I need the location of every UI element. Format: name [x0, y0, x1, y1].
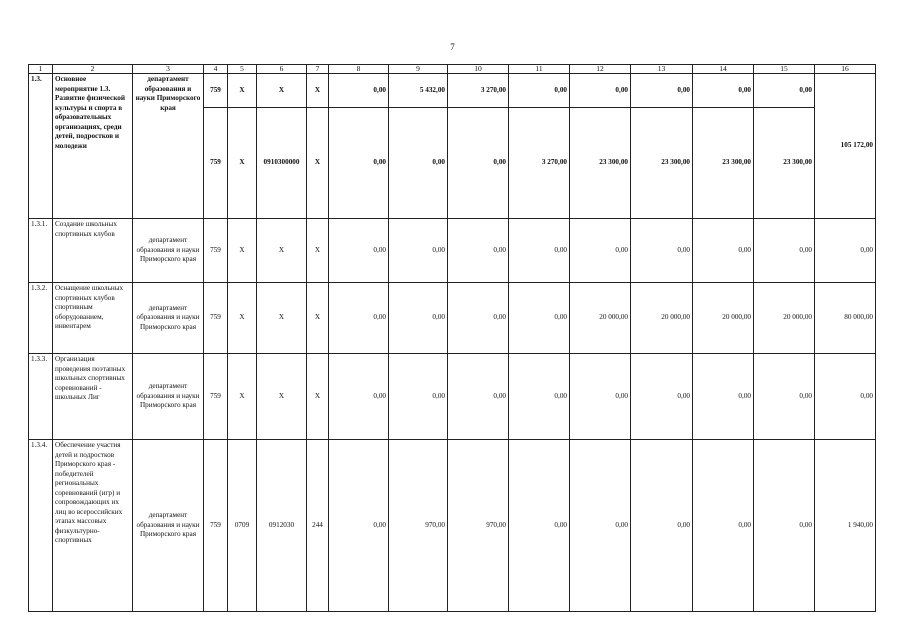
table-row — [29, 354, 876, 440]
event-name: Организация проведения поэтапных школьных спортивных соревнований - школьных Лиг — [53, 354, 133, 440]
cell-amount: 3 270,00 — [448, 74, 509, 108]
column-number: 11 — [509, 65, 570, 74]
responsible-body: департамент образования и науки Приморского края — [133, 219, 204, 283]
event-name: Создание школьных спортивных клубов — [53, 219, 133, 283]
cell-amount: 0,00 — [509, 440, 570, 612]
column-number: 4 — [204, 65, 228, 74]
cell-amount: 0,00 — [329, 108, 389, 219]
cell-csr: 0912030 — [257, 440, 307, 612]
cell-amount: 20 000,00 — [693, 283, 754, 354]
cell-csr: 0910300000 — [257, 108, 307, 219]
cell-amount: 0,00 — [329, 219, 389, 283]
cell-csr: Х — [257, 354, 307, 440]
column-number: 10 — [448, 65, 509, 74]
cell-amount: 0,00 — [570, 354, 631, 440]
cell-amount: 0,00 — [509, 283, 570, 354]
cell-csr: Х — [257, 219, 307, 283]
cell-amount: 970,00 — [389, 440, 448, 612]
cell-amount: 0,00 — [509, 74, 570, 108]
table-row — [29, 283, 876, 354]
cell-amount: 0,00 — [509, 354, 570, 440]
cell-amount: 0,00 — [570, 74, 631, 108]
cell-amount: 0,00 — [570, 219, 631, 283]
column-number: 1 — [29, 65, 53, 74]
cell-amount: 0,00 — [631, 354, 693, 440]
table-row — [29, 440, 876, 612]
column-number: 12 — [570, 65, 631, 74]
cell-amount: 0,00 — [509, 219, 570, 283]
column-number: 13 — [631, 65, 693, 74]
cell-amount: 0,00 — [754, 354, 815, 440]
cell-vr: Х — [307, 354, 329, 440]
cell-grbs: 759 — [204, 219, 228, 283]
cell-amount: 0,00 — [329, 74, 389, 108]
responsible-body: департамент образования и науки Приморского края — [133, 283, 204, 354]
cell-total: 80 000,00 — [815, 283, 876, 354]
row-number: 1.3.3. — [29, 354, 53, 440]
table-row — [29, 219, 876, 283]
cell-amount: 0,00 — [448, 354, 509, 440]
event-name: Обеспечение участия детей и подростков Приморского края - победителей региональных соревнований (игр) и сопровождающих их лиц во всероссийских этапах массовых физкультурно-спортивных — [53, 440, 133, 612]
cell-vr: Х — [307, 283, 329, 354]
cell-amount: 0,00 — [693, 74, 754, 108]
cell-total: 1 940,00 — [815, 440, 876, 612]
cell-amount: 0,00 — [631, 219, 693, 283]
cell-total: 105 172,00 — [815, 74, 876, 219]
cell-amount: 0,00 — [329, 354, 389, 440]
cell-amount: 0,00 — [754, 74, 815, 108]
cell-amount: 0,00 — [754, 219, 815, 283]
column-number: 14 — [693, 65, 754, 74]
column-number: 8 — [329, 65, 389, 74]
cell-grbs: 759 — [204, 354, 228, 440]
cell-csr: Х — [257, 74, 307, 108]
event-name: Оснащение школьных спортивных клубов спортивным оборудованием, инвентарем — [53, 283, 133, 354]
column-number-row — [29, 65, 876, 74]
column-number: 7 — [307, 65, 329, 74]
budget-table — [28, 64, 876, 612]
cell-grbs: 759 — [204, 283, 228, 354]
row-number: 1.3. — [29, 74, 53, 219]
cell-amount: 0,00 — [448, 108, 509, 219]
cell-grbs: 759 — [204, 74, 228, 108]
cell-amount: 0,00 — [329, 440, 389, 612]
cell-total: 0,00 — [815, 354, 876, 440]
cell-vr: Х — [307, 74, 329, 108]
cell-amount: 0,00 — [389, 219, 448, 283]
column-number: 6 — [257, 65, 307, 74]
cell-amount: 0,00 — [329, 283, 389, 354]
cell-vr: Х — [307, 108, 329, 219]
column-number: 5 — [228, 65, 257, 74]
column-number: 15 — [754, 65, 815, 74]
cell-vr: Х — [307, 219, 329, 283]
row-number: 1.3.4. — [29, 440, 53, 612]
cell-vr: 244 — [307, 440, 329, 612]
cell-rzpr: 0709 — [228, 440, 257, 612]
cell-grbs: 759 — [204, 108, 228, 219]
responsible-body: департамент образования и науки Приморского края — [133, 74, 204, 219]
cell-amount: 20 000,00 — [570, 283, 631, 354]
cell-amount: 23 300,00 — [754, 108, 815, 219]
cell-rzpr: Х — [228, 74, 257, 108]
cell-amount: 23 300,00 — [693, 108, 754, 219]
cell-amount: 0,00 — [693, 440, 754, 612]
column-number: 2 — [53, 65, 133, 74]
cell-amount: 23 300,00 — [631, 108, 693, 219]
column-number: 3 — [133, 65, 204, 74]
cell-amount: 0,00 — [754, 440, 815, 612]
column-number: 9 — [389, 65, 448, 74]
row-number: 1.3.2. — [29, 283, 53, 354]
cell-total: 0,00 — [815, 219, 876, 283]
cell-rzpr: Х — [228, 354, 257, 440]
row-number: 1.3.1. — [29, 219, 53, 283]
cell-amount: 0,00 — [389, 283, 448, 354]
cell-amount: 0,00 — [389, 108, 448, 219]
column-number: 16 — [815, 65, 876, 74]
cell-amount: 23 300,00 — [570, 108, 631, 219]
cell-amount: 0,00 — [389, 354, 448, 440]
cell-amount: 0,00 — [693, 354, 754, 440]
cell-amount: 0,00 — [631, 440, 693, 612]
cell-amount: 5 432,00 — [389, 74, 448, 108]
page-number: 7 — [450, 42, 455, 52]
cell-amount: 970,00 — [448, 440, 509, 612]
cell-csr: Х — [257, 283, 307, 354]
cell-amount: 0,00 — [631, 74, 693, 108]
cell-amount: 0,00 — [448, 219, 509, 283]
cell-rzpr: Х — [228, 108, 257, 219]
cell-rzpr: Х — [228, 219, 257, 283]
cell-amount: 20 000,00 — [631, 283, 693, 354]
table-row — [29, 74, 876, 108]
event-name: Основное мероприятие 1.3. Развитие физической культуры и спорта в образовательных организациях, среди детей, подростков и молодежи — [53, 74, 133, 219]
cell-rzpr: Х — [228, 283, 257, 354]
responsible-body: департамент образования и науки Приморского края — [133, 354, 204, 440]
cell-amount: 0,00 — [693, 219, 754, 283]
cell-amount: 3 270,00 — [509, 108, 570, 219]
cell-amount: 0,00 — [570, 440, 631, 612]
cell-amount: 0,00 — [448, 283, 509, 354]
cell-amount: 20 000,00 — [754, 283, 815, 354]
cell-grbs: 759 — [204, 440, 228, 612]
responsible-body: департамент образования и науки Приморского края — [133, 440, 204, 612]
